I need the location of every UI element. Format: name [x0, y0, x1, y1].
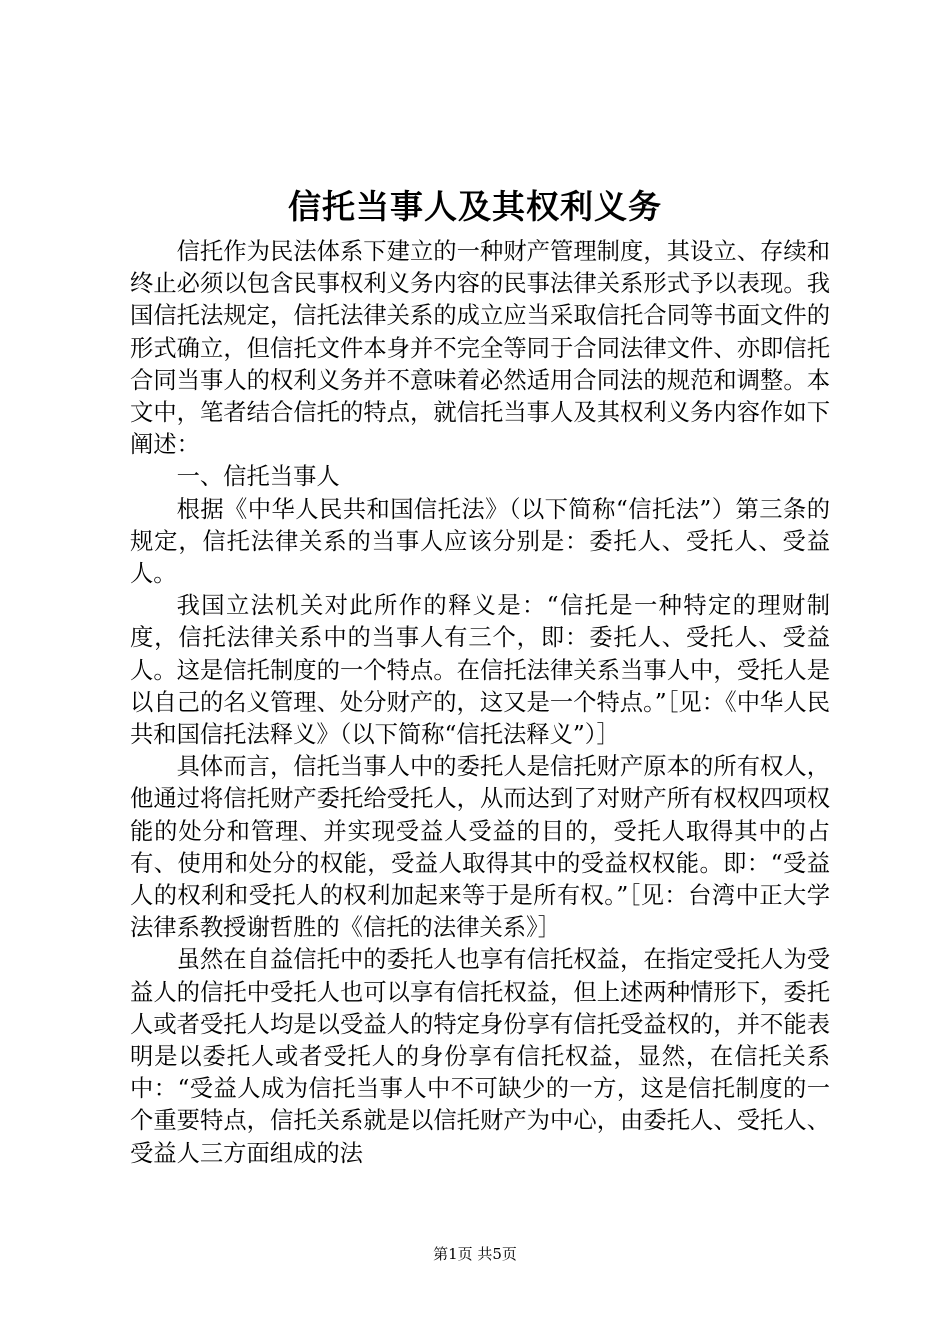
document-body	[130, 236, 830, 1170]
paragraph-self-benefit-trust: 虽然在自益信托中的委托人也享有信托权益，在指定受托人为受益人的信托中受托人也可以享有信托权益，但上述两种情形下，委托人或者受托人均是以受益人的特定身份享有信托受益权的，并不能表明是以委托人或者受托人的身份享有信托权益，显然，在信托关系中：“受益人成为信托当事人中不可缺少的一方，这是信托制度的一个重要特点，信托关系就是以信托财产为中心，由委托人、受托人、受益人三方面组成的法	[130, 946, 830, 1167]
page-footer: 第1页 共5页	[433, 1245, 517, 1263]
paragraph-trust-law-article: 根据《中华人民共和国信托法》（以下简称“信托法”）第三条的规定，信托法律关系的当事人应该分别是：委托人、受托人、受益人。	[130, 495, 830, 588]
section-heading-parties: 一、信托当事人	[176, 463, 340, 491]
paragraph-legislative-interpretation: 我国立法机关对此所作的释义是：“信托是一种特定的理财制度，信托法律关系中的当事人有三个，即：委托人、受托人、受益人。这是信托制度的一个特点。在信托法律关系当事人中，受托人是以自己的名义管理、处分财产的，这又是一个特点。”［见：《中华人民共和国信托法释义》（以下简称“信托法释义”）］	[130, 592, 830, 749]
paragraph-specific-explanation: 具体而言，信托当事人中的委托人是信托财产原本的所有权人，他通过将信托财产委托给受托人，从而达到了对财产所有权权四项权能的处分和管理、并实现受益人受益的目的，受托人取得其中的占有、使用和处分的权能，受益人取得其中的受益权权能。即：“受益人的权利和受托人的权利加起来等于是所有权。”［见：台湾中正大学法律系教授谢哲胜的《信托的法律关系》］	[130, 753, 830, 942]
document-title: 信托当事人及其权利义务	[288, 187, 662, 226]
paragraph-intro: 信托作为民法体系下建立的一种财产管理制度，其设立、存续和终止必须以包含民事权利义务内容的民事法律关系形式予以表现。我国信托法规定，信托法律关系的成立应当采取信托合同等书面文件的形式确立，但信托文件本身并不完全等同于合同法律文件、亦即信托合同当事人的权利义务并不意味着必然适用合同法的规范和调整。本文中，笔者结合信托的特点，就信托当事人及其权利义务内容作如下阐述：	[130, 238, 830, 459]
